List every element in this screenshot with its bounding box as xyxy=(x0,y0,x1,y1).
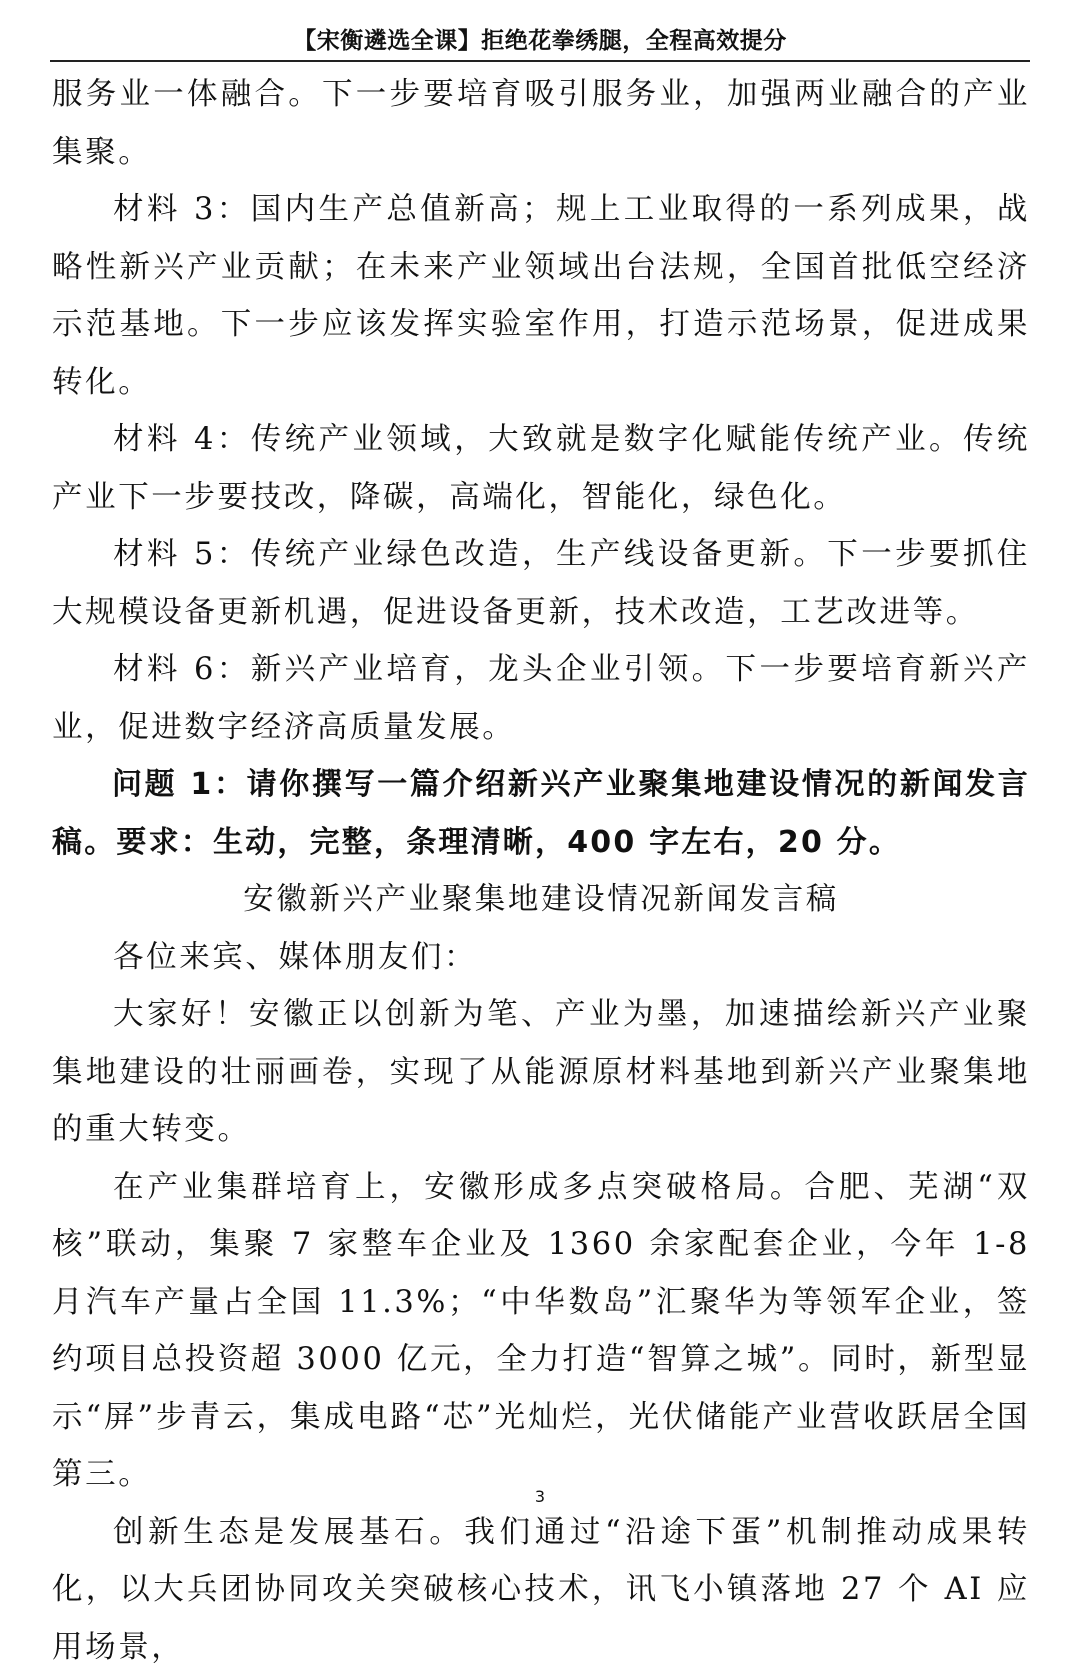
speech-paragraph-clusters: 在产业集群培育上，安徽形成多点突破格局。合肥、芜湖“双核”联动，集聚 7 家整车企业及 1360 余家配套企业，今年 1-8 月汽车产量占全国 11.3%；“中华数岛”汇聚华为等领军企业，签约项目总投资超 3000 亿元，全力打造“智算之城”。同时，新型显示“屏”步青云，集成电路“芯”光灿烂，光伏储能产业营收跃居全国第三。 xyxy=(52,1159,1030,1504)
page-number: 3 xyxy=(0,1487,1080,1506)
paragraph-material-4: 材料 4：传统产业领域，大致就是数字化赋能传统产业。传统产业下一步要技改，降碳，高端化，智能化，绿色化。 xyxy=(52,411,1030,526)
speech-paragraph-innovation: 创新生态是发展基石。我们通过“沿途下蛋”机制推动成果转化，以大兵团协同攻关突破核心技术，讯飞小镇落地 27 个 AI 应用场景， xyxy=(52,1504,1030,1676)
header-divider xyxy=(50,60,1030,62)
paragraph-material-6: 材料 6：新兴产业培育，龙头企业引领。下一步要培育新兴产业，促进数字经济高质量发展。 xyxy=(52,641,1030,756)
speech-paragraph-intro: 大家好！安徽正以创新为笔、产业为墨，加速描绘新兴产业聚集地建设的壮丽画卷，实现了从能源原材料基地到新兴产业聚集地的重大转变。 xyxy=(52,986,1030,1159)
page-header: 【宋衡遴选全课】拒绝花拳绣腿，全程高效提分 xyxy=(0,22,1080,55)
speech-salutation: 各位来宾、媒体朋友们： xyxy=(52,929,1030,987)
paragraph-material-5: 材料 5：传统产业绿色改造，生产线设备更新。下一步要抓住大规模设备更新机遇，促进设备更新，技术改造，工艺改进等。 xyxy=(52,526,1030,641)
document-body xyxy=(52,66,1030,1676)
speech-title: 安徽新兴产业聚集地建设情况新闻发言稿 xyxy=(52,871,1030,929)
question-1: 问题 1：请你撰写一篇介绍新兴产业聚集地建设情况的新闻发言稿。要求：生动，完整，条理清晰，400 字左右，20 分。 xyxy=(52,756,1030,871)
paragraph-material-3: 材料 3：国内生产总值新高；规上工业取得的一系列成果，战略性新兴产业贡献；在未来产业领域出台法规，全国首批低空经济示范基地。下一步应该发挥实验室作用，打造示范场景，促进成果转化。 xyxy=(52,181,1030,411)
paragraph-continuation: 服务业一体融合。下一步要培育吸引服务业，加强两业融合的产业集聚。 xyxy=(52,66,1030,181)
